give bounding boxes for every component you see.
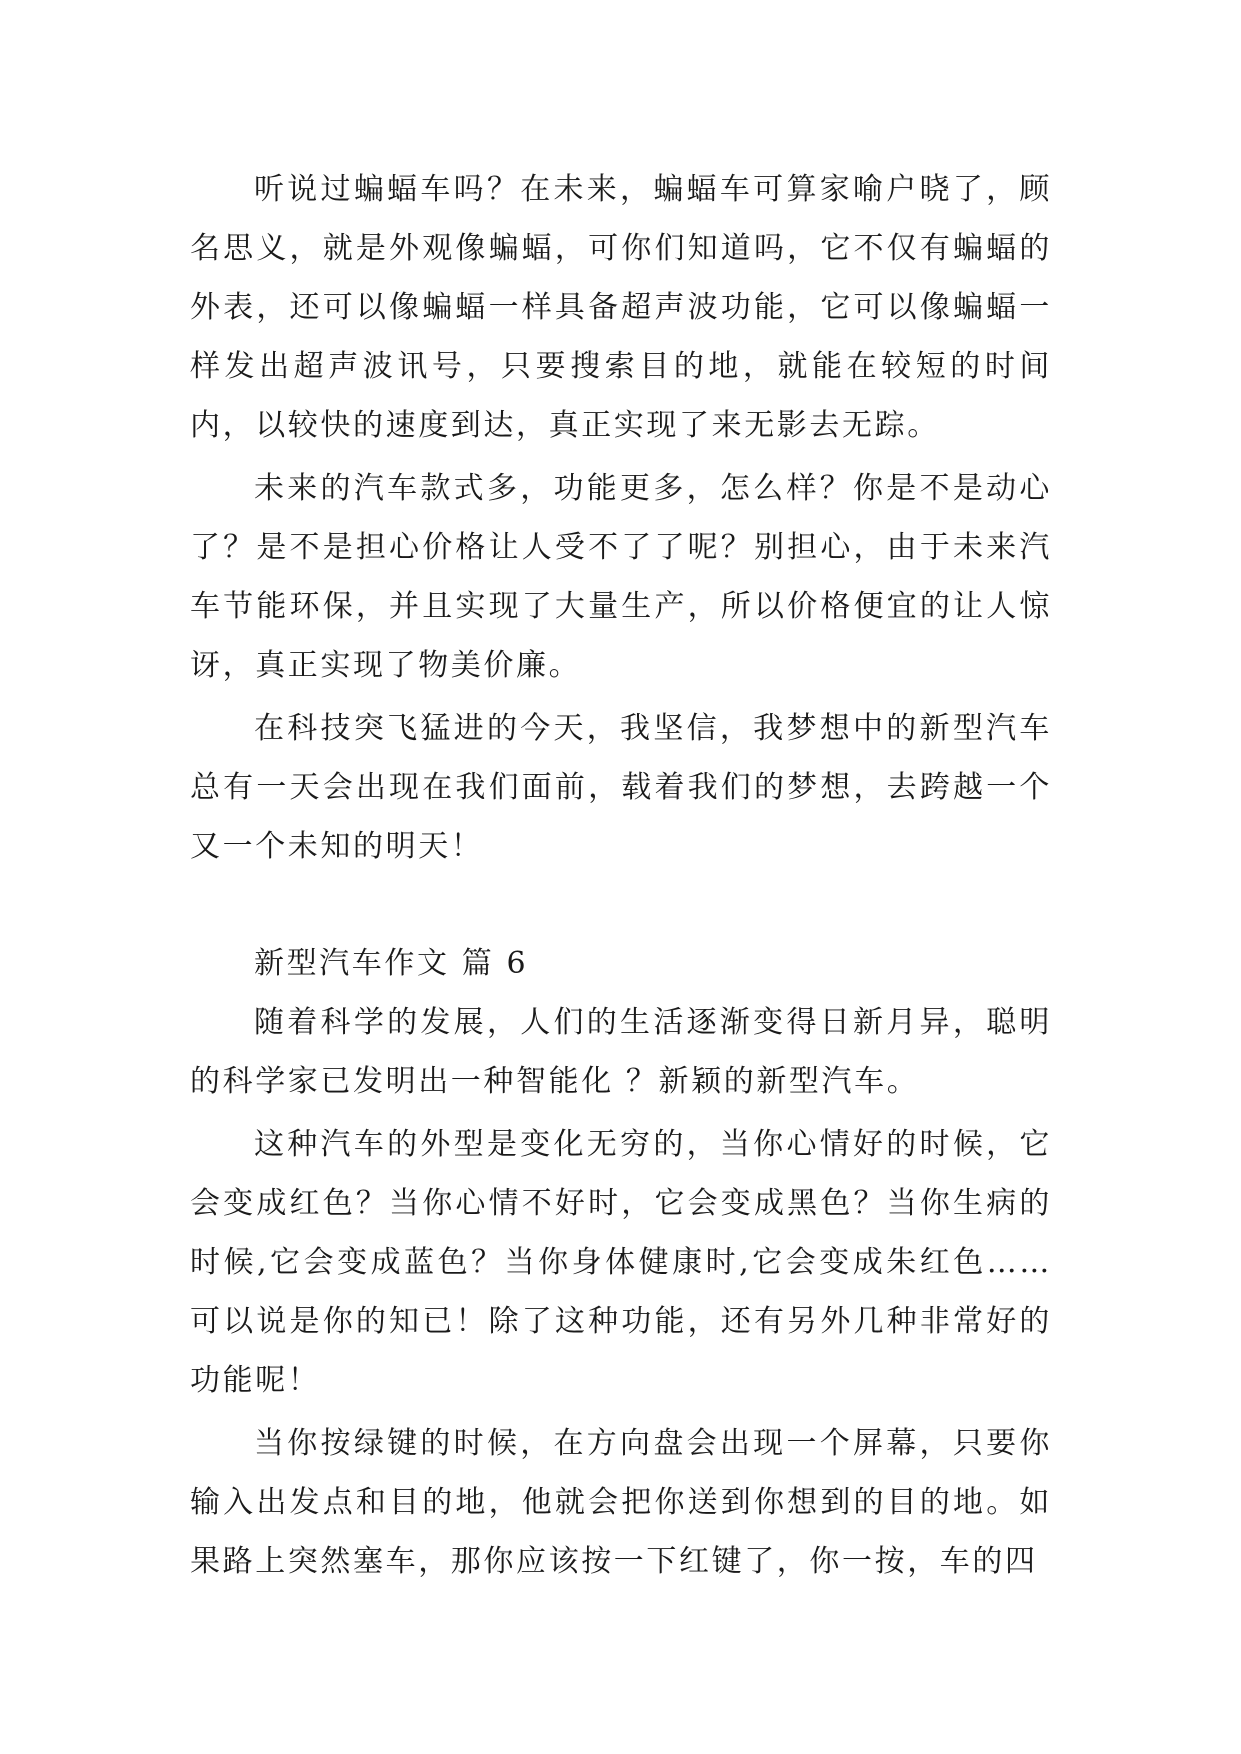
section-title: 新型汽车作文 篇 6 <box>254 946 529 981</box>
paragraph-color-change: 这种汽车的外型是变化无穷的，当你心情好的时候，它会变成红色？当你心情不好时，它会变成黑色？当你生病的时候,它会变成蓝色？当你身体健康时,它会变成朱红色……可以说是你的知已！除了这种功能，还有另外几种非常好的功能呢！ <box>190 1127 1052 1398</box>
paragraph-future-cars: 未来的汽车款式多，功能更多，怎么样？你是不是动心了？是不是担心价格让人受不了了呢？别担心，由于未来汽车节能环保，并且实现了大量生产，所以价格便宜的让人惊讶，真正实现了物美价廉。 <box>190 471 1052 683</box>
paragraph-conclusion: 在科技突飞猛进的今天，我坚信，我梦想中的新型汽车总有一天会出现在我们面前，载着我们的梦想，去跨越一个又一个未知的明天！ <box>190 711 1052 864</box>
document-page <box>190 160 1052 1595</box>
paragraph-green-key: 当你按绿键的时候，在方向盘会出现一个屏幕，只要你输入出发点和目的地，他就会把你送到你想到的目的地。如果路上突然塞车，那你应该按一下红键了，你一按，车的四 <box>190 1426 1052 1579</box>
paragraph-intro: 随着科学的发展，人们的生活逐渐变得日新月异，聪明的科学家已发明出一种智能化 ？新颖的新型汽车。 <box>190 1005 1052 1099</box>
paragraph-bat-car: 听说过蝙蝠车吗？在未来，蝙蝠车可算家喻户晓了，顾名思义，就是外观像蝙蝠，可你们知道吗，它不仅有蝙蝠的外表，还可以像蝙蝠一样具备超声波功能，它可以像蝙蝠一样发出超声波讯号，只要搜索目的地，就能在较短的时间内，以较快的速度到达，真正实现了来无影去无踪。 <box>190 172 1052 443</box>
